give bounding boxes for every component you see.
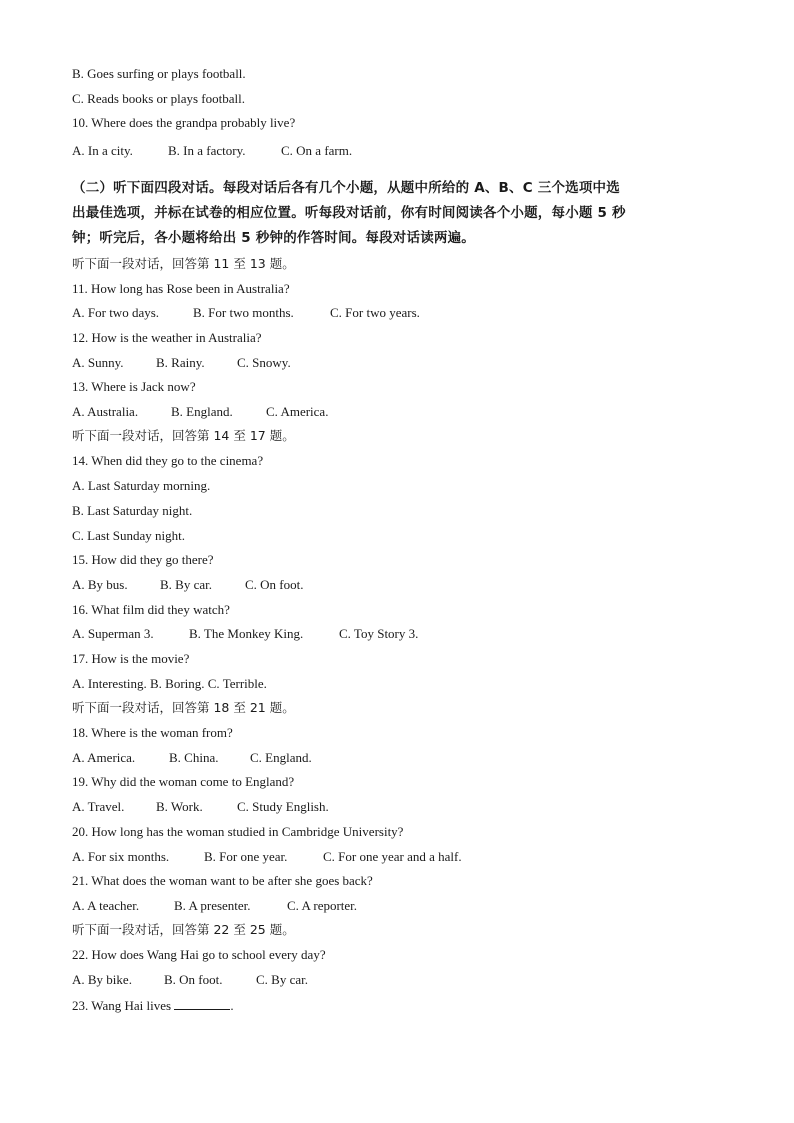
q17-options: A. Interesting. B. Boring. C. Terrible. [72, 676, 267, 691]
q12-options [72, 355, 291, 371]
q21-text: 21. What does the woman want to be after she goes back? [72, 873, 373, 888]
q22-options [72, 972, 308, 988]
dialogue-1-instruction: 听下面一段对话，回答第 11 至 13 题。 [72, 256, 295, 271]
q12-option-b: B. Rainy. [156, 355, 205, 370]
q21-option-c: C. A reporter. [287, 898, 358, 913]
dialogue-3-instruction: 听下面一段对话，回答第 18 至 21 题。 [72, 700, 295, 715]
q19-option-a: A. Travel. [72, 799, 125, 814]
q22-option-b: B. On foot. [164, 972, 223, 987]
q11-text: 11. How long has Rose been in Australia? [72, 281, 290, 296]
q20-options [72, 849, 462, 865]
q16-option-c: C. Toy Story 3. [339, 626, 419, 641]
section-header-line-1: （二）听下面四段对话。每段对话后各有几个小题，从题中所给的 A、B、C 三个选项中选 [72, 180, 620, 196]
q13-option-b: B. England. [171, 404, 233, 419]
q18-option-a: A. America. [72, 750, 136, 765]
q11-option-b: B. For two months. [193, 305, 294, 320]
q10-option-c: C. On a farm. [281, 143, 353, 158]
q19-option-b: B. Work. [156, 799, 203, 814]
q19-option-c: C. Study English. [237, 799, 329, 814]
q23-text [72, 997, 234, 1014]
q10-option-b: B. In a factory. [168, 143, 246, 158]
section-header-line-3: 钟；听完后，各小题将给出 5 秒钟的作答时间。每段对话读两遍。 [72, 230, 475, 246]
q21-option-b: B. A presenter. [174, 898, 251, 913]
q22-option-c: C. By car. [256, 972, 308, 987]
q16-options [72, 626, 418, 642]
q12-option-a: A. Sunny. [72, 355, 124, 370]
q18-option-c: C. England. [250, 750, 312, 765]
q18-option-b: B. China. [169, 750, 219, 765]
q15-text: 15. How did they go there? [72, 552, 214, 567]
q13-text: 13. Where is Jack now? [72, 379, 196, 394]
q20-option-b: B. For one year. [204, 849, 288, 864]
q20-option-c: C. For one year and a half. [323, 849, 462, 864]
q11-option-c: C. For two years. [330, 305, 420, 320]
section-header-line-2: 出最佳选项，并标在试卷的相应位置。听每段对话前，你有时间阅读各个小题，每小题 5 秒 [72, 205, 626, 221]
q16-text: 16. What film did they watch? [72, 602, 230, 617]
q11-option-a: A. For two days. [72, 305, 160, 320]
q18-text: 18. Where is the woman from? [72, 725, 233, 740]
dialogue-4-instruction: 听下面一段对话，回答第 22 至 25 题。 [72, 922, 295, 937]
q9-option-c: C. Reads books or plays football. [72, 91, 245, 106]
q16-option-a: A. Superman 3. [72, 626, 154, 641]
q10-text: 10. Where does the grandpa probably live? [72, 115, 296, 130]
q13-option-c: C. America. [266, 404, 329, 419]
q15-option-a: A. By bus. [72, 577, 128, 592]
q15-option-b: B. By car. [160, 577, 212, 592]
q20-text: 20. How long has the woman studied in Cambridge University? [72, 824, 404, 839]
q14-text: 14. When did they go to the cinema? [72, 453, 264, 468]
q14-option-b: B. Last Saturday night. [72, 503, 193, 518]
q23-stem: 23. Wang Hai lives [72, 998, 172, 1013]
q19-text: 19. Why did the woman come to England? [72, 774, 295, 789]
q20-option-a: A. For six months. [72, 849, 170, 864]
q10-option-a: A. In a city. [72, 143, 133, 158]
q15-option-c: C. On foot. [245, 577, 304, 592]
q22-option-a: A. By bike. [72, 972, 132, 987]
q19-options [72, 799, 329, 815]
q22-text: 22. How does Wang Hai go to school every day? [72, 947, 326, 962]
q14-option-c: C. Last Sunday night. [72, 528, 186, 543]
q15-options [72, 577, 304, 593]
q10-options [72, 143, 352, 159]
q21-option-a: A. A teacher. [72, 898, 140, 913]
q14-option-a: A. Last Saturday morning. [72, 478, 211, 493]
q12-text: 12. How is the weather in Australia? [72, 330, 262, 345]
q9-option-b: B. Goes surfing or plays football. [72, 66, 246, 81]
q13-option-a: A. Australia. [72, 404, 139, 419]
q16-option-b: B. The Monkey King. [189, 626, 304, 641]
dialogue-2-instruction: 听下面一段对话，回答第 14 至 17 题。 [72, 428, 295, 443]
q23-answer-blank [174, 997, 230, 1010]
q11-options [72, 305, 420, 321]
q21-options [72, 898, 357, 914]
q17-text: 17. How is the movie? [72, 651, 190, 666]
q12-option-c: C. Snowy. [237, 355, 291, 370]
q13-options [72, 404, 328, 420]
q18-options [72, 750, 312, 766]
q23-period: . [230, 998, 234, 1013]
